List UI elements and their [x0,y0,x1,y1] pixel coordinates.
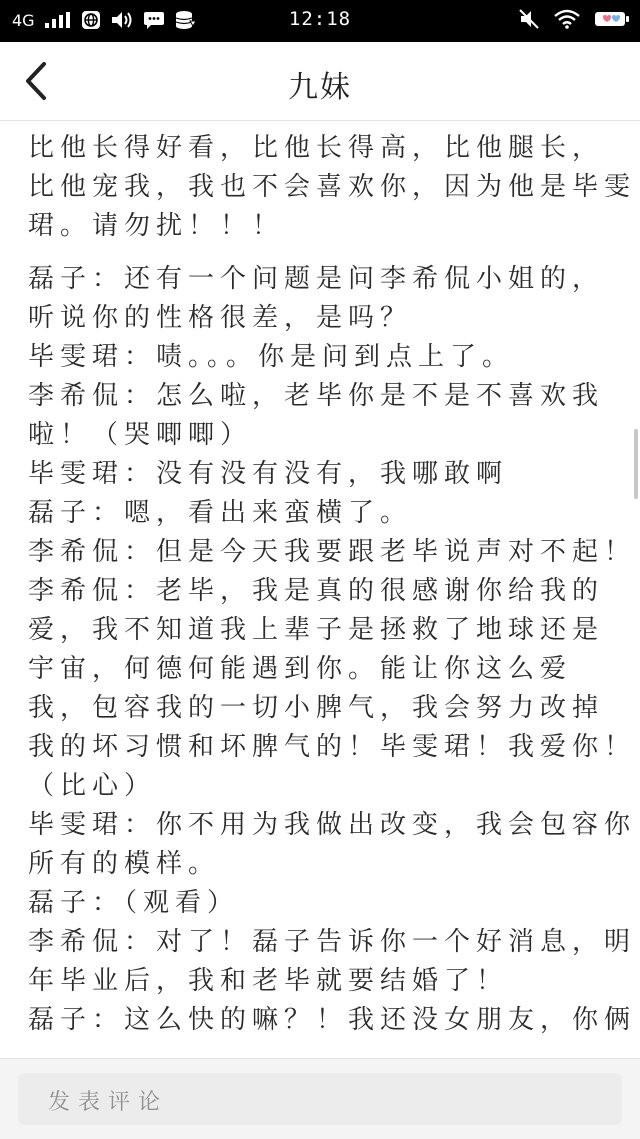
article-line: 李希侃：对了！磊子告诉你一个好消息，明 [28,927,637,957]
article-line: 毕雯珺：你不用为我做出改变，我会包容你 [28,810,637,840]
article-line: 磊子：这么快的嘛？！我还没女朋友，你俩 [28,1005,637,1035]
article-line: 李希侃：老毕，我是真的很感谢你给我的 [28,576,605,606]
article-line: 我，包容我的一切小脾气，我会努力改掉 [28,693,605,723]
comment-input[interactable] [18,1073,622,1125]
status-time: 12:18 [288,8,352,30]
article-line: 珺。请勿扰！！！ [28,211,285,241]
article-line: 年毕业后，我和老毕就要结婚了！ [28,966,509,996]
wifi-icon [554,9,580,29]
article-line: （比心） [28,771,157,801]
comment-placeholder: 发表评论 [48,1090,169,1115]
article-line: 磊子：还有一个问题是问李希侃小姐的， [28,264,605,294]
comment-bar [0,1058,640,1139]
article-scroll-area[interactable] [0,121,640,1058]
paragraph-gap [28,246,616,260]
article-line: 李希侃：但是今天我要跟老毕说声对不起！ [28,537,637,567]
article-line: 李希侃：怎么啦，老毕你是不是不喜欢我 [28,381,605,411]
article-line: 比他宠我，我也不会喜欢你，因为他是毕雯 [28,172,637,202]
status-right-group [518,9,630,29]
mute-icon [518,9,540,29]
page-title: 九妹 [288,70,352,105]
article-body [0,121,640,1040]
article-line: 宇宙，何德何能遇到你。能让你这么爱 [28,654,573,684]
nav-bar [0,42,640,121]
article-line: 啦！（哭唧唧） [28,420,253,450]
article-line: 毕雯珺：没有没有没有，我哪敢啊 [28,459,509,489]
article-line: 我的坏习惯和坏脾气的！毕雯珺！我爱你！ [28,732,637,762]
article-line: 所有的模样。 [28,849,221,879]
article-line: 磊子：（观看） [28,888,240,918]
article-line: 比他长得好看，比他长得高，比他腿长， [28,133,605,163]
network-type-label: 4G [12,10,35,30]
article-line: 磊子：嗯，看出来蛮横了。 [28,498,413,528]
status-bar [0,0,640,42]
article-line: 听说你的性格很差，是吗？ [28,303,413,333]
battery-icon [594,10,630,28]
article-line: 毕雯珺：啧。。。你是问到点上了。 [28,342,515,372]
article-line: 爱，我不知道我上辈子是拯救了地球还是 [28,615,605,645]
scrollbar-thumb[interactable] [634,429,638,499]
